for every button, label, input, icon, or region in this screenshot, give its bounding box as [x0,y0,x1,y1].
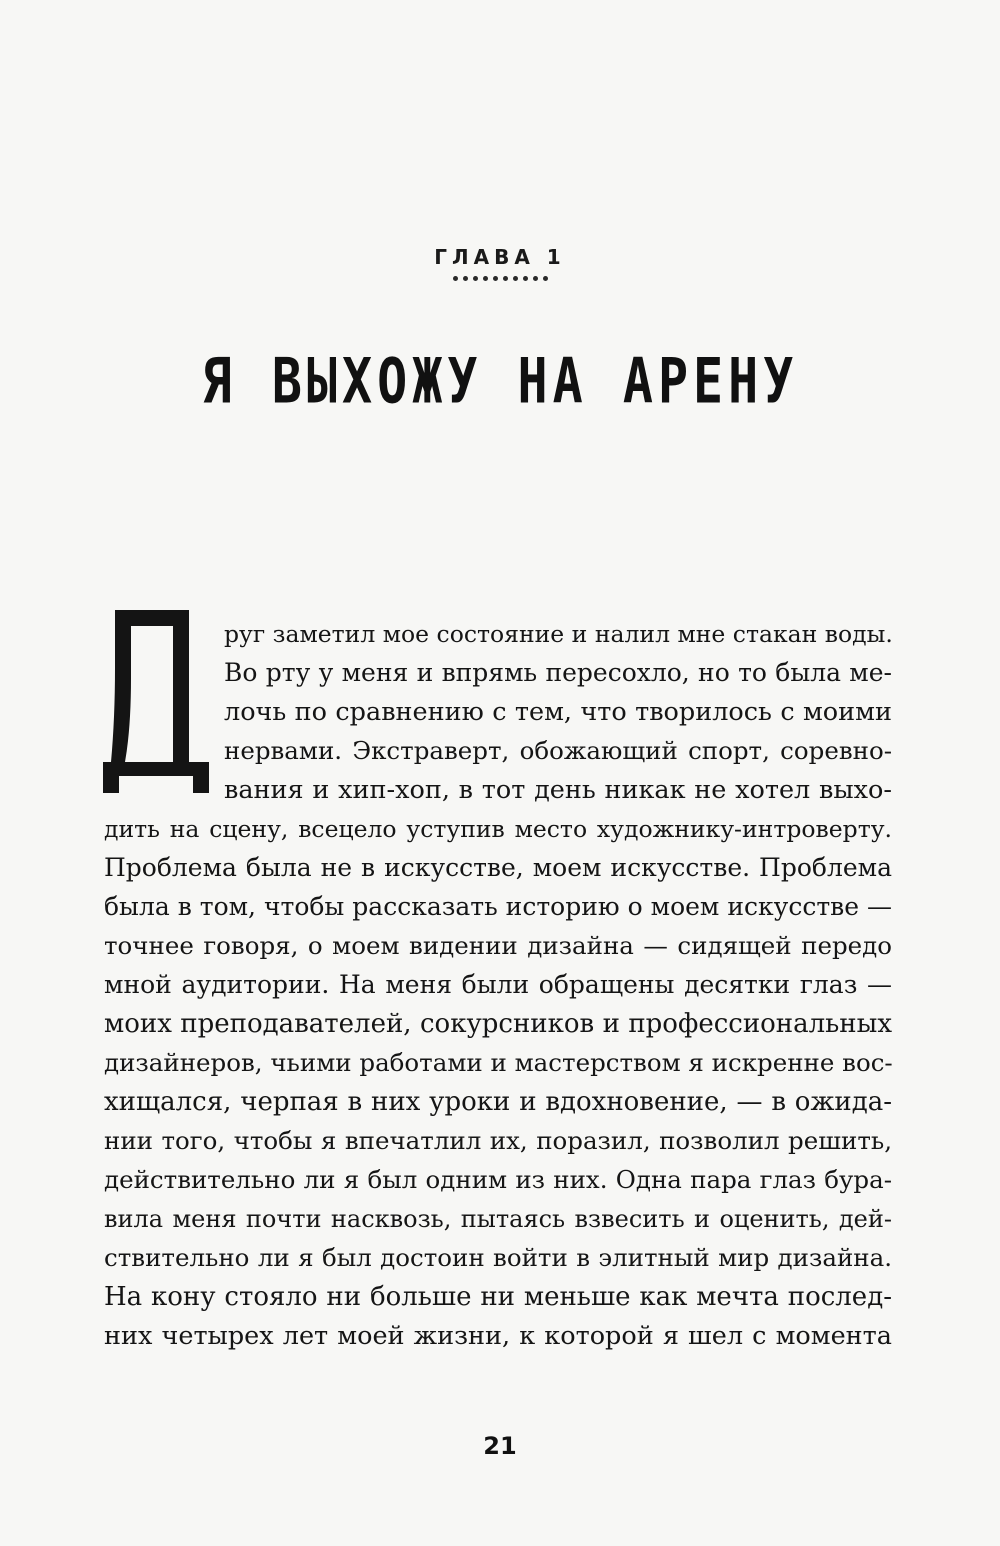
body-line: вила меня почти насквозь, пытаясь взвесить и оценить, дей- [104,1205,892,1233]
chapter-label: ГЛАВА 1 [434,245,566,269]
body-line: вания и хип-хоп, в тот день никак не хотел выхо- [224,775,892,805]
chapter-dots-divider [0,276,1000,281]
body-line: действительно ли я был одним из них. Одна пара глаз бура- [104,1165,892,1194]
body-line: моих преподавателей, сокурсников и профессиональных [104,1009,892,1039]
body-line: них четырех лет моей жизни, к которой я шел с момента [104,1321,892,1351]
drop-cap-letter-de [101,608,211,793]
body-line: руг заметил мое состояние и налил мне стакан воды. [224,620,893,648]
body-line: мной аудитории. На меня были обращены десятки глаз — [104,970,892,999]
body-line: дить на сцену, всецело уступив место художнику-интроверту. [104,815,892,843]
body-line: На кону стояло ни больше ни меньше как мечта послед- [104,1282,892,1312]
chapter-title: Я ВЫХОЖУ НА АРЕНУ [201,345,799,418]
body-line: была в том, чтобы рассказать историю о моем искусстве — [104,892,892,921]
body-line: Во рту у меня и впрямь пересохло, но то была ме- [224,658,892,687]
body-line: Проблема была не в искусстве, моем искусстве. Проблема [104,853,892,882]
body-line: дизайнеров, чьими работами и мастерством я искренне вос- [104,1048,893,1077]
body-line: хищался, черпая в них уроки и вдохновение, — в ожида- [104,1087,892,1117]
body-line: ствительно ли я был достоин войти в элитный мир дизайна. [104,1243,892,1272]
body-line: точнее говоря, о моем видении дизайна — сидящей передо [104,931,892,960]
page-number: 21 [483,1432,517,1460]
drop-cap [101,608,211,793]
body-line: нервами. Экстраверт, обожающий спорт, соревно- [224,736,892,765]
body-line: лочь по сравнению с тем, что творилось с моими [224,697,892,727]
body-line: нии того, чтобы я впечатлил их, поразил, позволил решить, [104,1126,892,1155]
